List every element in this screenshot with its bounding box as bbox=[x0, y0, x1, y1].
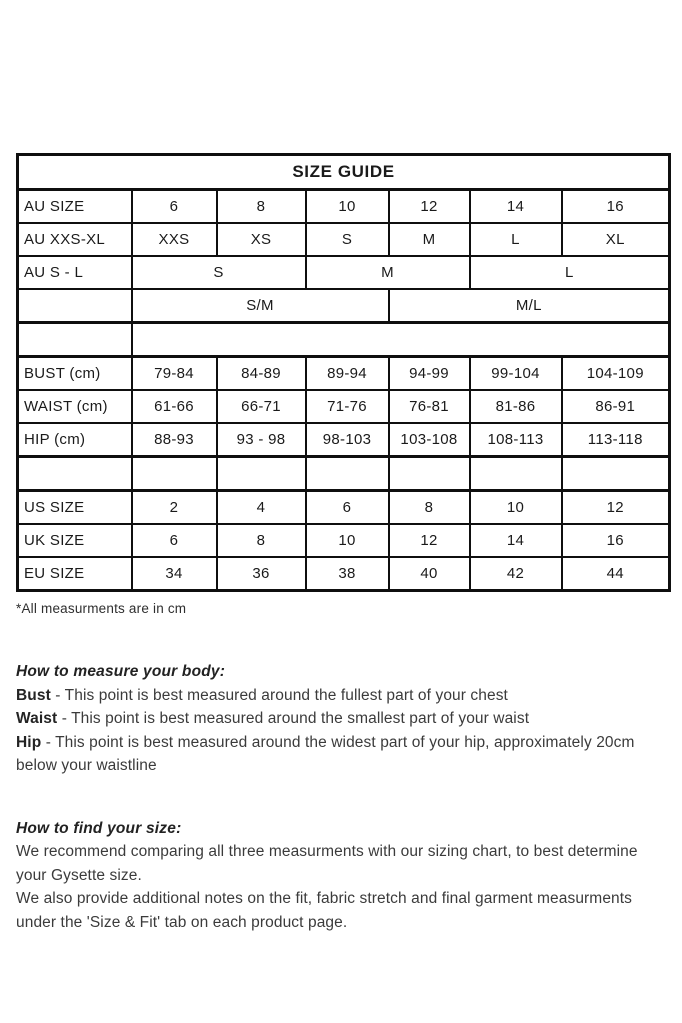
cell: L bbox=[470, 223, 562, 256]
measure-text: - This point is best measured around the widest part of your hip, approximately 20cm below your waistline bbox=[16, 733, 635, 774]
cell: 8 bbox=[217, 524, 306, 557]
measure-heading: How to measure your body: bbox=[16, 663, 226, 680]
cell: 2 bbox=[132, 491, 217, 525]
cell-empty bbox=[562, 457, 670, 491]
cell: M bbox=[389, 223, 470, 256]
row-au-size bbox=[18, 190, 670, 224]
cell: 40 bbox=[389, 557, 470, 591]
cell: 12 bbox=[562, 491, 670, 525]
table-title-row bbox=[18, 155, 670, 190]
row-bust bbox=[18, 357, 670, 391]
row-hip bbox=[18, 423, 670, 457]
cell: S bbox=[132, 256, 306, 289]
cell: 12 bbox=[389, 524, 470, 557]
cell: 86-91 bbox=[562, 390, 670, 423]
cell: M bbox=[306, 256, 470, 289]
cell: 99-104 bbox=[470, 357, 562, 391]
cell: 66-71 bbox=[217, 390, 306, 423]
cell: 4 bbox=[217, 491, 306, 525]
row-label: UK SIZE bbox=[18, 524, 132, 557]
row-au-xxs-xl bbox=[18, 223, 670, 256]
cell: 12 bbox=[389, 190, 470, 224]
cell: 44 bbox=[562, 557, 670, 591]
cell: 42 bbox=[470, 557, 562, 591]
cell: M/L bbox=[389, 289, 670, 323]
row-label: AU SIZE bbox=[18, 190, 132, 224]
find-size-heading: How to find your size: bbox=[16, 819, 182, 837]
measure-text: - This point is best measured around the smallest part of your waist bbox=[61, 710, 530, 727]
cell: 88-93 bbox=[132, 423, 217, 457]
row-label: US SIZE bbox=[18, 491, 132, 525]
cell: 93 - 98 bbox=[217, 423, 306, 457]
measure-item-hip bbox=[16, 731, 668, 778]
cell: 71-76 bbox=[306, 390, 389, 423]
cell: 76-81 bbox=[389, 390, 470, 423]
cell: XS bbox=[217, 223, 306, 256]
find-size-section bbox=[16, 817, 668, 935]
row-label-empty bbox=[18, 323, 132, 357]
cell: 10 bbox=[306, 524, 389, 557]
measure-section bbox=[16, 660, 668, 778]
row-us-size bbox=[18, 491, 670, 525]
row-separator-top bbox=[18, 323, 670, 357]
cell-empty bbox=[132, 457, 217, 491]
cell-empty bbox=[217, 457, 306, 491]
measure-item-waist bbox=[16, 707, 668, 731]
size-guide-table bbox=[16, 153, 671, 592]
cell: 10 bbox=[306, 190, 389, 224]
cell: 103-108 bbox=[389, 423, 470, 457]
row-label: AU XXS-XL bbox=[18, 223, 132, 256]
cell: 108-113 bbox=[470, 423, 562, 457]
cell: XL bbox=[562, 223, 670, 256]
cell: 8 bbox=[389, 491, 470, 525]
cell: 8 bbox=[217, 190, 306, 224]
row-sm-ml bbox=[18, 289, 670, 323]
measure-term: Waist bbox=[16, 710, 58, 727]
cell: 34 bbox=[132, 557, 217, 591]
row-label-empty bbox=[18, 289, 132, 323]
cell: 16 bbox=[562, 190, 670, 224]
row-label: BUST (cm) bbox=[18, 357, 132, 391]
cell: 6 bbox=[132, 524, 217, 557]
cell: 10 bbox=[470, 491, 562, 525]
measure-text: - This point is best measured around the fullest part of your chest bbox=[55, 686, 508, 704]
cell-empty bbox=[132, 323, 670, 357]
cell: S bbox=[306, 223, 389, 256]
cell: L bbox=[470, 256, 670, 289]
cell-empty bbox=[306, 457, 389, 491]
row-separator-bottom bbox=[18, 457, 670, 491]
cell: 16 bbox=[562, 524, 670, 557]
row-label-empty bbox=[18, 457, 132, 491]
row-label: AU S - L bbox=[18, 256, 132, 289]
cell: S/M bbox=[132, 289, 389, 323]
cell: 38 bbox=[306, 557, 389, 591]
cell: 104-109 bbox=[562, 357, 670, 391]
cell: 6 bbox=[132, 190, 217, 224]
cell: 81-86 bbox=[470, 390, 562, 423]
cell: 89-94 bbox=[306, 357, 389, 391]
cell: 113-118 bbox=[562, 423, 670, 457]
row-eu-size bbox=[18, 557, 670, 591]
measure-term: Bust bbox=[16, 686, 51, 704]
table-title: SIZE GUIDE bbox=[18, 155, 670, 190]
units-footnote: *All measurments are in cm bbox=[16, 601, 187, 616]
cell: 94-99 bbox=[389, 357, 470, 391]
cell: 79-84 bbox=[132, 357, 217, 391]
cell: 98-103 bbox=[306, 423, 389, 457]
cell: 61-66 bbox=[132, 390, 217, 423]
row-label: WAIST (cm) bbox=[18, 390, 132, 423]
cell-empty bbox=[389, 457, 470, 491]
find-size-paragraph: We also provide additional notes on the fit, fabric stretch and final garment measurments under the 'Size & Fit' tab on each product page. bbox=[16, 890, 633, 931]
cell: 6 bbox=[306, 491, 389, 525]
measure-item-bust bbox=[16, 684, 668, 708]
row-label: HIP (cm) bbox=[18, 423, 132, 457]
row-label: EU SIZE bbox=[18, 557, 132, 591]
cell: 14 bbox=[470, 524, 562, 557]
row-au-s-l bbox=[18, 256, 670, 289]
row-uk-size bbox=[18, 524, 670, 557]
cell: XXS bbox=[132, 223, 217, 256]
find-size-paragraph: We recommend comparing all three measurments with our sizing chart, to best determine your Gysette size. bbox=[16, 843, 638, 884]
cell-empty bbox=[470, 457, 562, 491]
cell: 36 bbox=[217, 557, 306, 591]
measure-term: Hip bbox=[16, 733, 42, 751]
row-waist bbox=[18, 390, 670, 423]
cell: 14 bbox=[470, 190, 562, 224]
cell: 84-89 bbox=[217, 357, 306, 391]
